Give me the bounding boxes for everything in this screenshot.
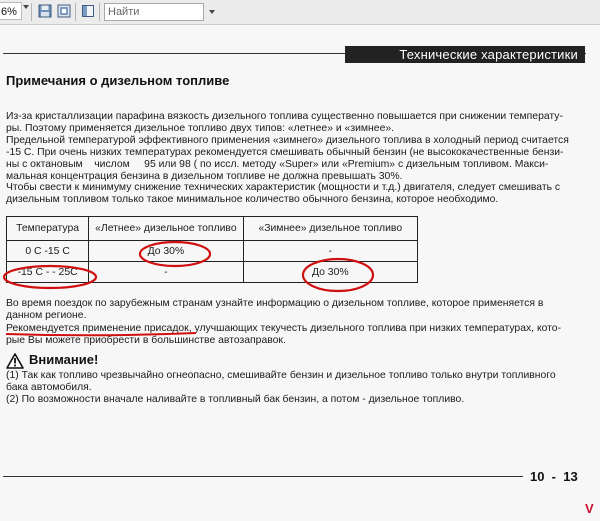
page-number: 10 - 13: [530, 469, 578, 484]
text-line: Предельной температурой эффективного применения «зимнего» дизельного топлива в холодный период считается: [6, 134, 569, 146]
table-row: [7, 241, 418, 262]
table-cell: -: [243, 241, 417, 262]
text-line: Рекомендуется применение присадок, улучшающих текучесть дизельного топлива при низких температурах, кото-: [6, 323, 562, 334]
warning-title: Внимание!: [29, 352, 99, 367]
table-cell: До 30%: [243, 262, 417, 283]
document-page: [0, 25, 600, 521]
table-cell: 0 С -15 С: [7, 241, 89, 262]
text-line: ры. Поэтому применяется дизельное топливо двух типов: «летнее» и «зимнее».: [6, 122, 395, 134]
text-line: дизельным топливом только такое минимальное количество обычного бензина, которое необходимо.: [6, 194, 499, 206]
zoom-field[interactable]: 6%: [0, 2, 22, 20]
text-line: ны с октановым числом 95 или 98 ( по иссл. методу «Super» или «Premium» с дизельным топливом. Макси-: [6, 158, 549, 170]
save-icon[interactable]: [38, 4, 52, 18]
warning-item: (1) Так как топливо чрезвычайно огнеопасно, смешивайте бензин и дизельное топливо только внутри топливного: [6, 370, 556, 381]
text-line: Чтобы свести к минимуму снижение технических характеристик (мощности и т.д.) двигателя, следует смешивать с: [6, 182, 561, 194]
toolbar: [0, 0, 600, 25]
text-line: рые Вы можете приобрести в большинстве автозаправок.: [6, 334, 286, 346]
table-header-cell: «Летнее» дизельное топливо: [89, 217, 243, 241]
table-header-cell: Температура: [7, 217, 89, 241]
fuel-mix-table: [6, 216, 418, 283]
text-line: мальная концентрация бензина в дизельном топливе не должна превышать 30%.: [6, 170, 403, 182]
site-logo: V: [585, 501, 594, 516]
text-line: Из-за кристаллизации парафина вязкость дизельного топлива существенно повышается при снижении температу-: [6, 111, 563, 122]
warning-item: (2) По возможности вначале наливайте в топливный бак бензин, а потом - дизельное топливо.: [6, 393, 465, 405]
warning-item: бака автомобиля.: [6, 381, 92, 393]
text-line: данном регионе.: [6, 309, 87, 321]
footer-rule: [3, 476, 523, 477]
toolbar-separator: [99, 3, 100, 21]
intro-paragraph: [6, 111, 581, 206]
search-input[interactable]: [104, 3, 204, 21]
section-banner: Технические характеристики: [345, 46, 585, 63]
table-cell: До 30%: [89, 241, 243, 262]
warning-icon: [6, 353, 24, 369]
table-cell: -: [89, 262, 243, 283]
page-title: Примечания о дизельном топливе: [6, 73, 230, 88]
toolbar-separator: [75, 3, 76, 21]
toolbar-separator: [31, 3, 32, 21]
table-header-row: [7, 217, 418, 241]
page-view-icon[interactable]: [57, 4, 71, 18]
travel-paragraph: [6, 298, 581, 322]
zoom-dropdown-icon[interactable]: [23, 5, 29, 9]
sidebar-icon[interactable]: [81, 4, 95, 18]
additives-paragraph: [6, 323, 581, 347]
table-header-cell: «Зимнее» дизельное топливо: [243, 217, 417, 241]
search-dropdown-icon[interactable]: [209, 10, 215, 14]
text-line: -15 С. При очень низких температурах рекомендуется смешивать обычный бензин (не высококачественные бензи-: [6, 146, 564, 158]
warning-list: [6, 370, 576, 406]
table-cell: -15 С - - 25С: [7, 262, 89, 283]
table-row: [7, 262, 418, 283]
text-line: Во время поездок по зарубежным странам узнайте информацию о дизельном топливе, которое применяется в: [6, 298, 544, 309]
